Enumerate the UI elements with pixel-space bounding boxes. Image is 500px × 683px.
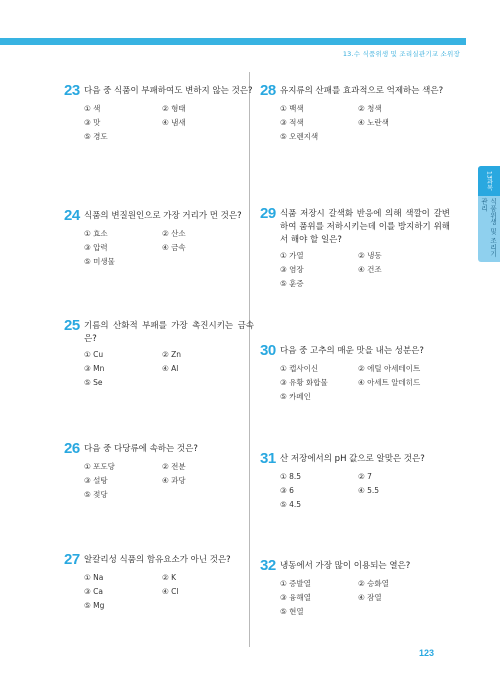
option-4[interactable]: ④ Al (162, 364, 179, 373)
question-text: 유지류의 산패를 효과적으로 억제하는 색은? (280, 86, 444, 96)
option-5[interactable]: ⑤ Se (84, 378, 103, 387)
question-text: 다음 중 다당류에 속하는 것은? (84, 444, 198, 454)
option-3[interactable]: ③ 맛 (84, 118, 101, 127)
question-number: 30 (260, 342, 276, 359)
question-text: 식품의 변질원인으로 가장 거리가 먼 것은? (84, 211, 242, 221)
question-text: 냉동에서 가장 많이 이용되는 열은? (280, 561, 411, 571)
answer-options (260, 104, 450, 142)
question-number: 25 (64, 317, 80, 334)
option-5[interactable]: ⑤ 젖당 (84, 490, 108, 499)
option-5[interactable]: ⑤ 경도 (84, 132, 108, 141)
option-1[interactable]: ① 8.5 (280, 472, 302, 481)
answer-options (260, 472, 450, 510)
answer-options (260, 579, 450, 617)
question-29 (260, 205, 450, 289)
option-4[interactable]: ④ 금속 (162, 243, 186, 252)
answer-options (64, 104, 254, 142)
question-30 (260, 342, 450, 402)
option-4[interactable]: ④ 아세트 알데히드 (358, 378, 421, 387)
option-1[interactable]: ① 증발열 (280, 579, 311, 588)
side-tab-chapter: 13과목 (478, 166, 500, 196)
header-rule (0, 38, 466, 45)
question-28 (260, 82, 450, 142)
question-text: 산 저장에서의 pH 값으로 알맞은 것은? (280, 454, 425, 464)
question-24 (64, 207, 254, 267)
option-5[interactable]: ⑤ 훈증 (280, 279, 304, 288)
option-2[interactable]: ② 냉동 (358, 251, 382, 260)
question-number: 26 (64, 440, 80, 457)
question-27 (64, 551, 254, 611)
option-4[interactable]: ④ Cl (162, 587, 179, 596)
page-number: 123 (418, 648, 434, 658)
option-4[interactable]: ④ 잠열 (358, 593, 382, 602)
answer-options (64, 229, 254, 267)
option-1[interactable]: ① 캡사이신 (280, 364, 319, 373)
option-4[interactable]: ④ 노란색 (358, 118, 389, 127)
option-4[interactable]: ④ 냄새 (162, 118, 186, 127)
answer-options (64, 462, 254, 500)
option-4[interactable]: ④ 과당 (162, 476, 186, 485)
option-2[interactable]: ② 산소 (162, 229, 186, 238)
answer-options (260, 251, 450, 289)
option-3[interactable]: ③ Ca (84, 587, 103, 596)
question-31 (260, 450, 450, 510)
option-3[interactable]: ③ Mn (84, 364, 105, 373)
answer-options (64, 573, 254, 611)
option-5[interactable]: ⑤ Mg (84, 601, 105, 610)
option-2[interactable]: ② 승화열 (358, 579, 389, 588)
question-32 (260, 557, 450, 617)
option-3[interactable]: ③ 설탕 (84, 476, 108, 485)
option-3[interactable]: ③ 염장 (280, 265, 304, 274)
question-text: 기름의 산화적 부패를 가장 촉진시키는 금속은? (84, 321, 254, 344)
option-3[interactable]: ③ 6 (280, 486, 294, 495)
option-5[interactable]: ⑤ 4.5 (280, 500, 302, 509)
question-25 (64, 317, 254, 388)
option-1[interactable]: ① 포도당 (84, 462, 115, 471)
option-2[interactable]: ② Zn (162, 350, 181, 359)
option-5[interactable]: ⑤ 미생물 (84, 257, 115, 266)
option-3[interactable]: ③ 압력 (84, 243, 108, 252)
option-2[interactable]: ② 전분 (162, 462, 186, 471)
question-number: 29 (260, 205, 276, 222)
option-5[interactable]: ⑤ 오렌지색 (280, 132, 319, 141)
option-2[interactable]: ② 형태 (162, 104, 186, 113)
option-1[interactable]: ① 가열 (280, 251, 304, 260)
option-4[interactable]: ④ 건조 (358, 265, 382, 274)
option-4[interactable]: ④ 5.5 (358, 486, 380, 495)
question-number: 23 (64, 82, 80, 99)
question-number: 27 (64, 551, 80, 568)
answer-options (64, 350, 254, 388)
option-1[interactable]: ① Cu (84, 350, 104, 359)
option-3[interactable]: ③ 유황 화합물 (280, 378, 328, 387)
option-5[interactable]: ⑤ 카페인 (280, 392, 311, 401)
question-text: 다음 중 고추의 매운 맛을 내는 성분은? (280, 346, 424, 356)
option-1[interactable]: ① Na (84, 573, 104, 582)
running-title: 13.수 식품위생 및 조리실관기교 소위장 (342, 50, 460, 58)
question-26 (64, 440, 254, 500)
question-number: 28 (260, 82, 276, 99)
option-1[interactable]: ① 효소 (84, 229, 108, 238)
side-tab-label: 식품위생 및 조리기관리 (480, 198, 497, 258)
question-23 (64, 82, 254, 142)
option-1[interactable]: ① 색 (84, 104, 101, 113)
option-2[interactable]: ② K (162, 573, 177, 582)
question-number: 24 (64, 207, 80, 224)
option-3[interactable]: ③ 적색 (280, 118, 304, 127)
question-text: 식품 저장시 갈색화 반응에 의해 색깔이 갈변하여 품위를 저하시키는데 이를 방지하기 위해서 해야 할 일은? (280, 209, 450, 245)
option-2[interactable]: ② 7 (358, 472, 372, 481)
option-5[interactable]: ⑤ 현열 (280, 607, 304, 616)
question-text: 다음 중 식품이 부패하여도 변하지 않는 것은? (84, 86, 253, 96)
option-2[interactable]: ② 에틸 아세테이트 (358, 364, 421, 373)
question-number: 31 (260, 450, 276, 467)
chapter-side-tab (478, 166, 500, 262)
answer-options (260, 364, 450, 402)
option-3[interactable]: ③ 융해열 (280, 593, 311, 602)
option-1[interactable]: ① 백색 (280, 104, 304, 113)
question-text: 알칼리성 식품의 함유요소가 아닌 것은? (84, 555, 231, 565)
option-2[interactable]: ② 청색 (358, 104, 382, 113)
question-number: 32 (260, 557, 276, 574)
